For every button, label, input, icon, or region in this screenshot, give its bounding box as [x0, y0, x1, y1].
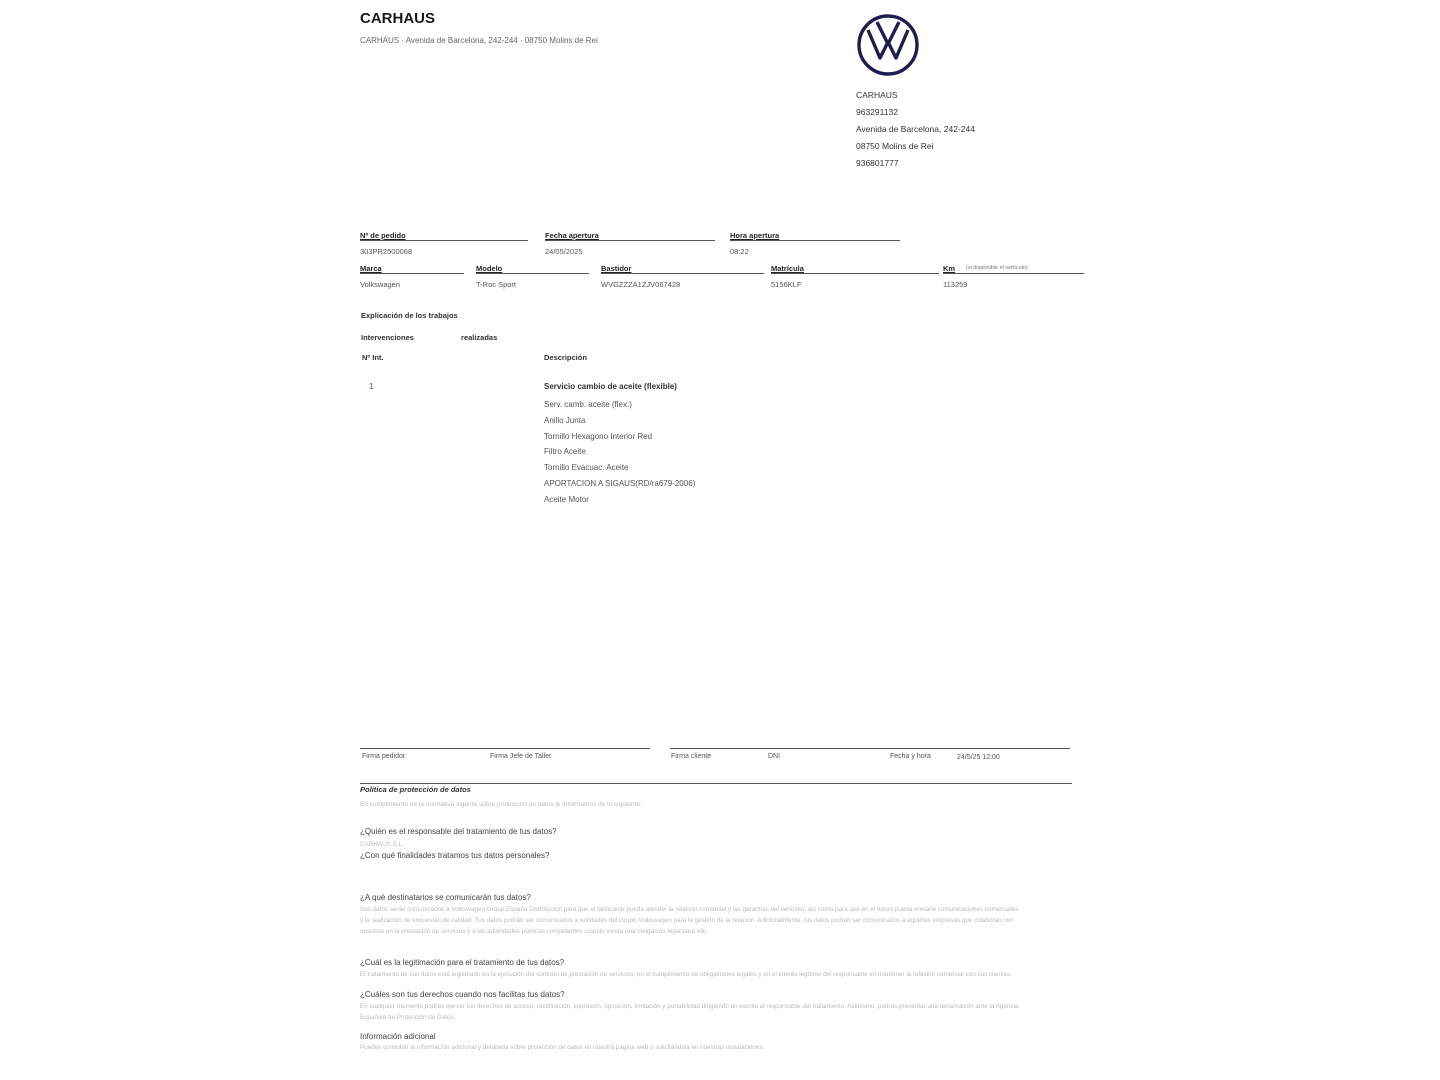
interventions-label: Intervenciones [361, 333, 414, 342]
workshop-signature-label: Firma Jefe de Taller [490, 753, 552, 760]
opening-date-label: Fecha apertura [545, 231, 599, 240]
privacy-divider [360, 783, 1072, 784]
privacy-answer: Sus datos serán comunicados a Volkswagen Group España Distribución para que el fabricante pueda atender la relación comercial y las garantías del vehículo, así como para que en el futuro pueda enviarle comunicaciones comerciales y la realización de encuestas de calidad. Tus datos podrán ser comunicados a entidades del Grupo Volkswagen para la gestión de la relación. Adicionalmente, tus datos podrán ser comunicados a aquellas empresas que colaboran con nosotros en la prestación de servicios y a las autoridades públicas competentes cuando exista una obligación legal para ello. [360, 906, 1019, 935]
dealer-info [856, 87, 975, 172]
brand-label: Marca [360, 264, 382, 273]
date-time-label: Fecha y hora [890, 753, 931, 760]
model-value: T-Roc Sport [476, 280, 517, 289]
privacy-question: ¿A qué destinatarios se comunicarán tus datos? [360, 893, 531, 902]
col-no-header: Nº Int. [362, 353, 384, 362]
brand-value: Volkswagen [360, 280, 401, 289]
work-section-title: Explicación de los trabajos [361, 311, 458, 320]
km-label: Km [943, 264, 956, 273]
customer-signature-label: Firma cliente [671, 753, 712, 760]
privacy-question: Información adicional [360, 1032, 436, 1041]
item-line: Tornillo Evacuac. Aceite [544, 463, 629, 473]
chassis-value: WVGZZZA1ZJV067428 [601, 280, 681, 289]
privacy-answer: El tratamiento de sus datos está legitimado en la ejecución del contrato de prestación de servicios, en el cumplimiento de obligaciones legales y en el interés legítimo del responsable en mantener la relación comercial con sus clientes. [360, 971, 1013, 978]
order-no-value: 303PR2500068 [360, 247, 413, 256]
km-note: (si disponible el vehículo) [966, 265, 1028, 271]
item-line: Serv. camb. aceite (flex.) [544, 400, 632, 409]
item-line: Filtro Aceite [544, 447, 586, 457]
brand-underline [360, 273, 464, 274]
plate-underline [771, 273, 939, 274]
opening-time-label: Hora apertura [730, 231, 780, 240]
opening-time-underline [730, 240, 900, 241]
opening-date-value: 24/05/2025 [545, 247, 583, 256]
privacy-question: ¿Cuál es la legitimación para el tratamiento de tus datos? [360, 958, 565, 967]
item-number: 1 [369, 382, 374, 391]
vw-logo-icon [856, 13, 920, 77]
model-label: Modelo [476, 264, 503, 273]
company-name: CARHAUS [360, 10, 435, 27]
signature-line-left [360, 748, 650, 749]
item-lines [544, 397, 695, 508]
chassis-label: Bastidor [601, 264, 632, 273]
privacy-question: ¿Con qué finalidades tratamos tus datos personales? [360, 851, 550, 860]
plate-label: Matrícula [771, 264, 804, 273]
dni-label: DNI [768, 753, 781, 760]
dealer-name: CARHAUS [856, 90, 898, 100]
km-value: 113259 [943, 280, 968, 289]
opening-time-value: 08:22 [730, 247, 749, 256]
dealer-fax: 936801777 [856, 158, 899, 168]
item-line: Tornillo Hexagono Interior Red [544, 431, 653, 441]
km-underline [943, 273, 1084, 274]
dealer-phone: 963291132 [856, 107, 898, 117]
company-address: CARHAUS · Avenida de Barcelona, 242-244 · 08750 Molins de Rei [360, 36, 598, 45]
model-underline [476, 273, 589, 274]
realized-label: realizadas [461, 333, 498, 342]
dealer-street: Avenida de Barcelona, 242-244 [856, 124, 975, 134]
item-line: Anillo Junta [544, 415, 586, 425]
signature-line-right [670, 748, 1070, 749]
privacy-title: Política de protección de datos [360, 785, 471, 794]
privacy-intro: En cumplimiento de la normativa vigente sobre protección de datos le informamos de lo siguiente: [360, 801, 642, 808]
plate-value: 5156KLF [771, 280, 802, 289]
item-line: APORTACION A SIGAUS(RD/ra679-2006) [544, 478, 696, 488]
privacy-question: ¿Cuáles son tus derechos cuando nos facilitas tus datos? [360, 990, 565, 999]
date-time-value: 24/5/25 12:00 [957, 754, 1000, 761]
chassis-underline [601, 273, 764, 274]
dealer-city: 08750 Molins de Rei [856, 141, 934, 151]
privacy-answer: Puedes consultar la información adicional y detallada sobre protección de datos en nuestra página web o solicitándola en nuestras instalaciones. [360, 1044, 765, 1051]
order-no-underline [360, 240, 528, 241]
privacy-answer: CARHAUS S.L. [360, 841, 404, 848]
item-line: Aceite Motor [544, 494, 589, 504]
opening-date-underline [545, 240, 715, 241]
col-desc-header: Descripción [544, 353, 587, 362]
client-signature-label: Firma pedidor [362, 753, 406, 760]
order-no-label: Nº de pedido [360, 231, 406, 240]
item-title: Servicio cambio de aceite (flexible) [544, 382, 677, 391]
privacy-answer: En cualquier momento podrás ejercer tus derechos de acceso, rectificación, supresión, oposición, limitación y portabilidad dirigiendo un escrito al responsable del tratamiento. Asimismo, podrás presentar una reclamación ante la Agencia Española de Protección de Datos. [360, 1003, 1019, 1021]
privacy-question: ¿Quién es el responsable del tratamiento de tus datos? [360, 827, 557, 836]
